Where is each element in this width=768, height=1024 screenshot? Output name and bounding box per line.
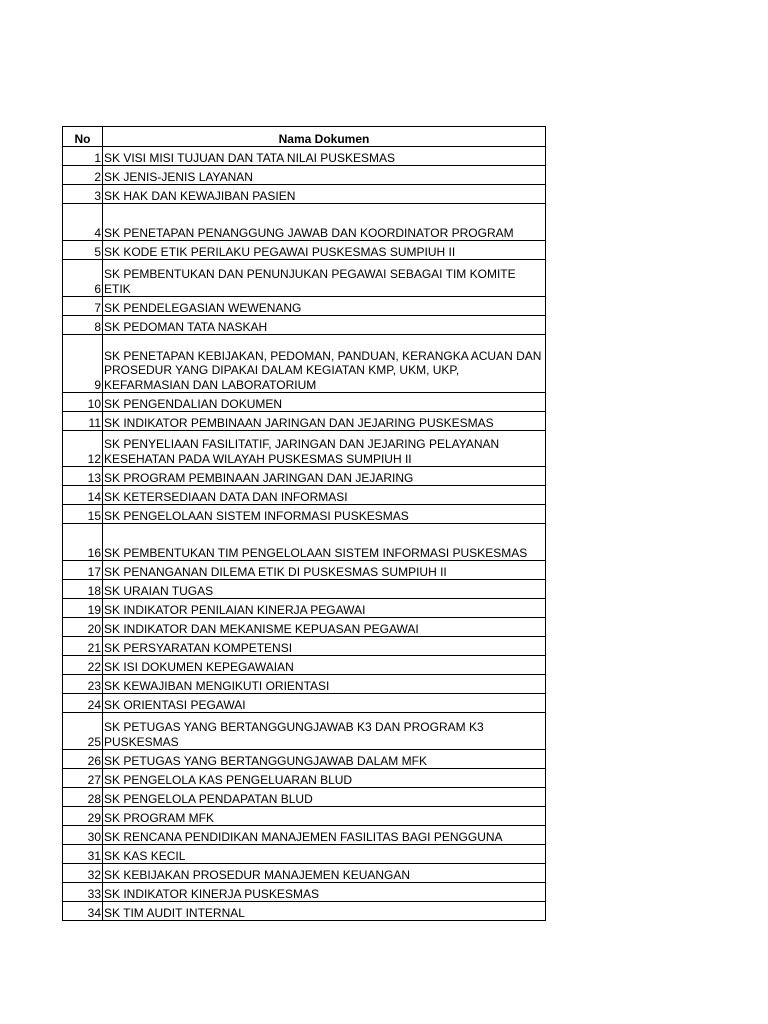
row-number: 13 [63,467,103,486]
table-row [63,431,546,467]
table-row [63,618,546,637]
document-name: SK PEMBENTUKAN TIM PENGELOLAAN SISTEM INFORMASI PUSKESMAS [103,524,546,561]
document-name: SK INDIKATOR PEMBINAAN JARINGAN DAN JEJARING PUSKESMAS [103,412,546,431]
document-name: SK PENGELOLA PENDAPATAN BLUD [103,788,546,807]
row-number: 23 [63,675,103,694]
table-row [63,505,546,524]
table-row [63,694,546,713]
row-number: 20 [63,618,103,637]
document-name: SK PETUGAS YANG BERTANGGUNGJAWAB DALAM MFK [103,750,546,769]
header-no: No [63,127,103,147]
table-row [63,902,546,921]
row-number: 10 [63,393,103,412]
row-number: 14 [63,486,103,505]
document-list-table [62,126,546,921]
document-name: SK VISI MISI TUJUAN DAN TATA NILAI PUSKESMAS [103,147,546,166]
table-row [63,656,546,675]
document-name: SK PEDOMAN TATA NASKAH [103,316,546,335]
document-name: SK PENYELIAAN FASILITATIF, JARINGAN DAN JEJARING PELAYANAN KESEHATAN PADA WILAYAH PUSKESMAS SUMPIUH II [103,431,546,467]
document-name: SK KEBIJAKAN PROSEDUR MANAJEMEN KEUANGAN [103,864,546,883]
table-row [63,637,546,656]
document-name: SK ISI DOKUMEN KEPEGAWAIAN [103,656,546,675]
row-number: 6 [63,260,103,297]
table-row [63,241,546,260]
row-number: 18 [63,580,103,599]
table-row [63,204,546,241]
table-row [63,750,546,769]
document-sheet [62,126,545,921]
table-row [63,883,546,902]
table-row [63,335,546,393]
row-number: 24 [63,694,103,713]
row-number: 27 [63,769,103,788]
document-name: SK KODE ETIK PERILAKU PEGAWAI PUSKESMAS SUMPIUH II [103,241,546,260]
table-row [63,185,546,204]
document-name: SK JENIS-JENIS LAYANAN [103,166,546,185]
row-number: 15 [63,505,103,524]
row-number: 22 [63,656,103,675]
document-name: SK PROGRAM PEMBINAAN JARINGAN DAN JEJARING [103,467,546,486]
row-number: 19 [63,599,103,618]
table-row [63,675,546,694]
row-number: 12 [63,431,103,467]
row-number: 34 [63,902,103,921]
header-nama-dokumen: Nama Dokumen [103,127,546,147]
document-name: SK INDIKATOR KINERJA PUSKESMAS [103,883,546,902]
document-name: SK PENGELOLA KAS PENGELUARAN BLUD [103,769,546,788]
row-number: 16 [63,524,103,561]
table-row [63,486,546,505]
row-number: 9 [63,335,103,393]
row-number: 21 [63,637,103,656]
document-name: SK HAK DAN KEWAJIBAN PASIEN [103,185,546,204]
document-name: SK KETERSEDIAAN DATA DAN INFORMASI [103,486,546,505]
table-row [63,166,546,185]
table-row [63,561,546,580]
document-name: SK KEWAJIBAN MENGIKUTI ORIENTASI [103,675,546,694]
table-row [63,260,546,297]
row-number: 5 [63,241,103,260]
document-name: SK PENGELOLAAN SISTEM INFORMASI PUSKESMAS [103,505,546,524]
table-row [63,864,546,883]
table-row [63,788,546,807]
row-number: 1 [63,147,103,166]
document-name: SK PENETAPAN KEBIJAKAN, PEDOMAN, PANDUAN, KERANGKA ACUAN DAN PROSEDUR YANG DIPAKAI DALAM KEGIATAN KMP, UKM, UKP, KEFARMASIAN DAN LABORATORIUM [103,335,546,393]
table-row [63,713,546,750]
document-name: SK PEMBENTUKAN DAN PENUNJUKAN PEGAWAI SEBAGAI TIM KOMITE ETIK [103,260,546,297]
document-name: SK ORIENTASI PEGAWAI [103,694,546,713]
table-row [63,826,546,845]
table-row [63,807,546,826]
row-number: 4 [63,204,103,241]
table-row [63,297,546,316]
document-name: SK PROGRAM MFK [103,807,546,826]
table-row [63,147,546,166]
document-name: SK KAS KECIL [103,845,546,864]
row-number: 28 [63,788,103,807]
document-name: SK PENGENDALIAN DOKUMEN [103,393,546,412]
table-header [63,127,546,147]
document-name: SK INDIKATOR PENILAIAN KINERJA PEGAWAI [103,599,546,618]
row-number: 17 [63,561,103,580]
table-row [63,599,546,618]
table-row [63,524,546,561]
table-row [63,580,546,599]
table-body [63,147,546,921]
document-name: SK PERSYARATAN KOMPETENSI [103,637,546,656]
row-number: 3 [63,185,103,204]
table-row [63,467,546,486]
document-name: SK INDIKATOR DAN MEKANISME KEPUASAN PEGAWAI [103,618,546,637]
row-number: 2 [63,166,103,185]
row-number: 31 [63,845,103,864]
document-name: SK PENANGANAN DILEMA ETIK DI PUSKESMAS SUMPIUH II [103,561,546,580]
table-row [63,412,546,431]
table-row [63,393,546,412]
row-number: 25 [63,713,103,750]
row-number: 26 [63,750,103,769]
document-name: SK PETUGAS YANG BERTANGGUNGJAWAB K3 DAN PROGRAM K3 PUSKESMAS [103,713,546,750]
table-row [63,316,546,335]
row-number: 11 [63,412,103,431]
row-number: 33 [63,883,103,902]
document-name: SK TIM AUDIT INTERNAL [103,902,546,921]
table-row [63,845,546,864]
table-row [63,769,546,788]
document-name: SK URAIAN TUGAS [103,580,546,599]
document-name: SK RENCANA PENDIDIKAN MANAJEMEN FASILITAS BAGI PENGGUNA [103,826,546,845]
document-name: SK PENDELEGASIAN WEWENANG [103,297,546,316]
document-name: SK PENETAPAN PENANGGUNG JAWAB DAN KOORDINATOR PROGRAM [103,204,546,241]
header-row [63,127,546,147]
row-number: 7 [63,297,103,316]
row-number: 30 [63,826,103,845]
row-number: 8 [63,316,103,335]
row-number: 29 [63,807,103,826]
row-number: 32 [63,864,103,883]
